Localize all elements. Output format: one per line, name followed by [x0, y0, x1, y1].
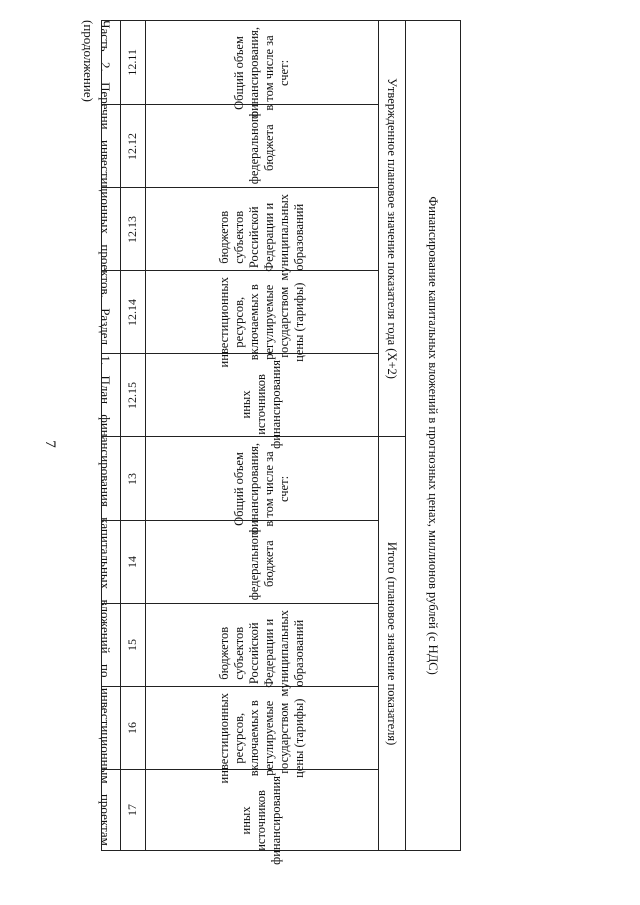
caption-word: 1.	[98, 355, 113, 366]
caption-word: 2.	[98, 61, 113, 72]
caption-continuation: (продолжение)	[81, 20, 96, 102]
caption-word: финансирования	[98, 414, 113, 507]
empty-cell	[102, 770, 121, 851]
financing-table-container	[121, 20, 461, 865]
column-number: 12.13	[121, 188, 146, 271]
caption-word: инвестиционных	[98, 140, 113, 235]
column-header: иных источников финансирования	[146, 354, 379, 437]
column-header: федерального бюджета	[146, 521, 379, 604]
empty-cell	[102, 437, 121, 521]
column-header: иных источников финансирования	[146, 770, 379, 851]
column-header: федерального бюджета	[146, 105, 379, 188]
column-number: 12.15	[121, 354, 146, 437]
caption-word: Раздел	[98, 308, 113, 345]
column-header: Общий объем финансирования, в том числе за счет:	[146, 437, 379, 521]
caption-word: Перечни	[98, 82, 113, 130]
caption-word: Часть	[98, 20, 113, 52]
empty-cell	[102, 21, 121, 105]
caption-word: План	[98, 375, 113, 405]
empty-cell	[102, 271, 121, 354]
caption-word: капитальных	[98, 517, 113, 590]
financing-table	[101, 20, 461, 865]
column-number: 12.14	[121, 271, 146, 354]
column-header: бюджетов субъектов Российской Федерации и муниципальных образований	[146, 604, 379, 687]
column-header: Общий объем финансирования, в том числе за счет:	[146, 21, 379, 105]
column-header: бюджетов субъектов Российской Федерации и муниципальных образований	[146, 188, 379, 271]
column-number: 13	[121, 437, 146, 521]
empty-cell	[102, 687, 121, 770]
page-number: 7	[42, 440, 58, 448]
empty-cell	[102, 604, 121, 687]
column-number: 17	[121, 770, 146, 851]
column-number: 16	[121, 687, 146, 770]
empty-cell	[102, 521, 121, 604]
empty-cell	[102, 105, 121, 188]
caption-word: по	[98, 663, 113, 678]
column-number: 15	[121, 604, 146, 687]
empty-cell	[102, 188, 121, 271]
group-header-total: Итого (плановое значение показателя)	[379, 437, 406, 851]
column-number: 12.11	[121, 21, 146, 105]
caption-word: инвестиционным	[98, 687, 113, 784]
caption-word: проектам	[98, 793, 113, 846]
column-header: инвестиционных ресурсов, включаемых в регулируемые государством цены (тарифы)	[146, 687, 379, 770]
empty-cell	[102, 354, 121, 437]
table-title: Финансирование капитальных вложений в прогнозных ценах, миллионов рублей (с НДС)	[406, 21, 461, 851]
column-header: инвестиционных ресурсов, включаемых в регулируемые государством цены (тарифы)	[146, 271, 379, 354]
column-number: 14	[121, 521, 146, 604]
caption-word: вложений	[98, 599, 113, 654]
group-header-year: Утвержденное плановое значение показателя года (X+2)	[379, 21, 406, 437]
caption-word: проектов.	[98, 244, 113, 298]
column-number: 12.12	[121, 105, 146, 188]
